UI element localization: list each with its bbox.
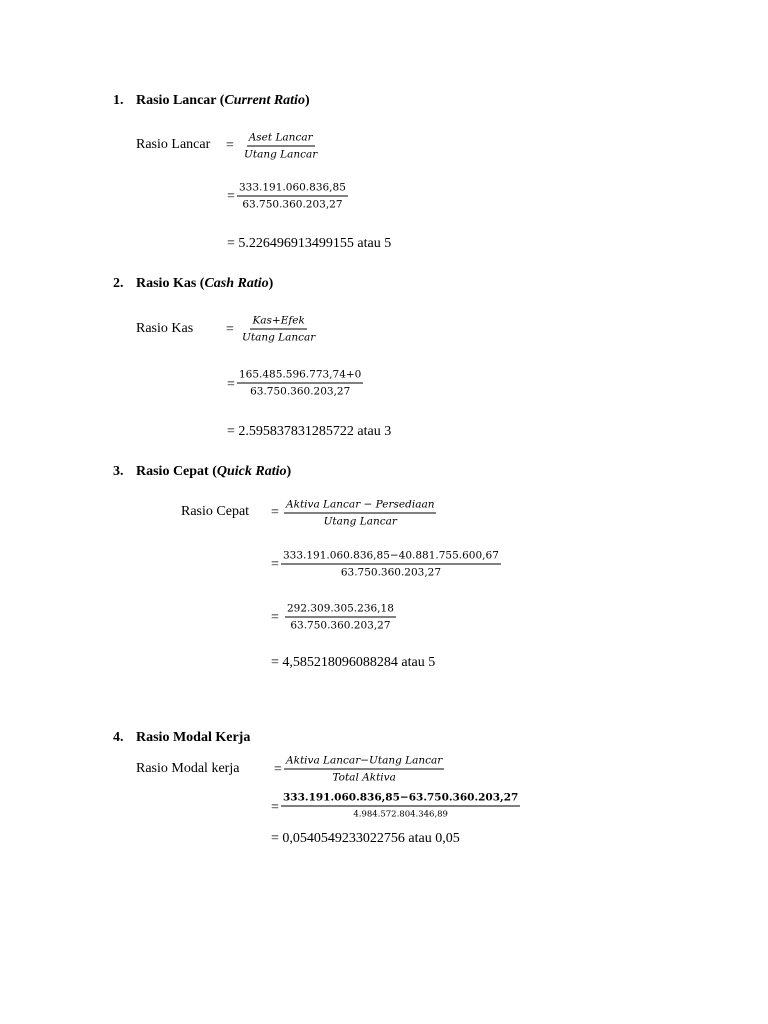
result: = 4,585218096088284 atau 5	[271, 655, 436, 670]
result: = 2.595837831285722 atau 3	[227, 424, 392, 439]
section-number: 3.	[113, 464, 124, 479]
denominator: Utang Lancar	[242, 331, 316, 344]
formula-label: Rasio Cepat	[181, 504, 250, 519]
equals-sign: =	[274, 762, 282, 777]
numerator: 292.309.305.236,18	[285, 602, 396, 618]
denominator: 63.750.360.203,27	[242, 198, 343, 211]
denominator: 4.984.572.804.346,89	[353, 809, 448, 820]
formula-fraction	[284, 754, 444, 785]
section-number: 4.	[113, 730, 124, 745]
equals-sign: =	[271, 610, 279, 625]
result: = 0,0540549233022756 atau 0,05	[271, 831, 460, 846]
denominator: Utang Lancar	[323, 515, 397, 528]
calc-fraction	[237, 368, 363, 399]
numerator: Aktiva Lancar − Persediaan	[284, 498, 436, 514]
calc-fraction	[281, 549, 501, 580]
section-number: 1.	[113, 93, 124, 108]
result: = 5.226496913499155 atau 5	[227, 236, 392, 251]
denominator: 63.750.360.203,27	[250, 385, 351, 398]
denominator: Utang Lancar	[244, 148, 318, 161]
equals-sign: =	[227, 189, 235, 204]
calc-fraction	[237, 181, 348, 212]
numerator: Aktiva Lancar−Utang Lancar	[284, 754, 444, 770]
section-number: 2.	[113, 276, 124, 291]
denominator: 63.750.360.203,27	[290, 619, 391, 632]
section-title: Rasio Kas (Cash Ratio)	[136, 276, 274, 291]
formula-fraction	[240, 314, 317, 345]
formula-label: Rasio Lancar	[136, 137, 211, 152]
calc-fraction	[281, 791, 520, 822]
denominator: 63.750.360.203,27	[340, 566, 442, 579]
section-title: Rasio Modal Kerja	[136, 730, 251, 745]
equals-sign: =	[271, 557, 279, 572]
section-title: Rasio Cepat (Quick Ratio)	[136, 464, 292, 479]
denominator: Total Aktiva	[332, 771, 396, 784]
numerator: Kas+Efek	[250, 314, 306, 330]
equals-sign: =	[227, 377, 235, 392]
equals-sign: =	[226, 322, 234, 337]
calc-fraction-simplified	[285, 602, 396, 633]
section-title: Rasio Lancar (Current Ratio)	[136, 93, 310, 108]
formula-fraction	[242, 131, 319, 162]
numerator: 333.191.060.836,85	[237, 181, 348, 197]
formula-label: Rasio Modal kerja	[136, 761, 240, 776]
numerator: 333.191.060.836,85−40.881.755.600,67	[281, 549, 501, 565]
equals-sign: =	[226, 138, 234, 153]
numerator: 165.485.596.773,74+0	[237, 368, 363, 384]
formula-label: Rasio Kas	[136, 321, 194, 336]
equals-sign: =	[271, 505, 279, 520]
numerator: Aset Lancar	[247, 131, 315, 147]
equals-sign: =	[271, 800, 279, 815]
formula-fraction	[284, 498, 436, 529]
numerator: 333.191.060.836,85−63.750.360.203,27	[281, 791, 520, 807]
